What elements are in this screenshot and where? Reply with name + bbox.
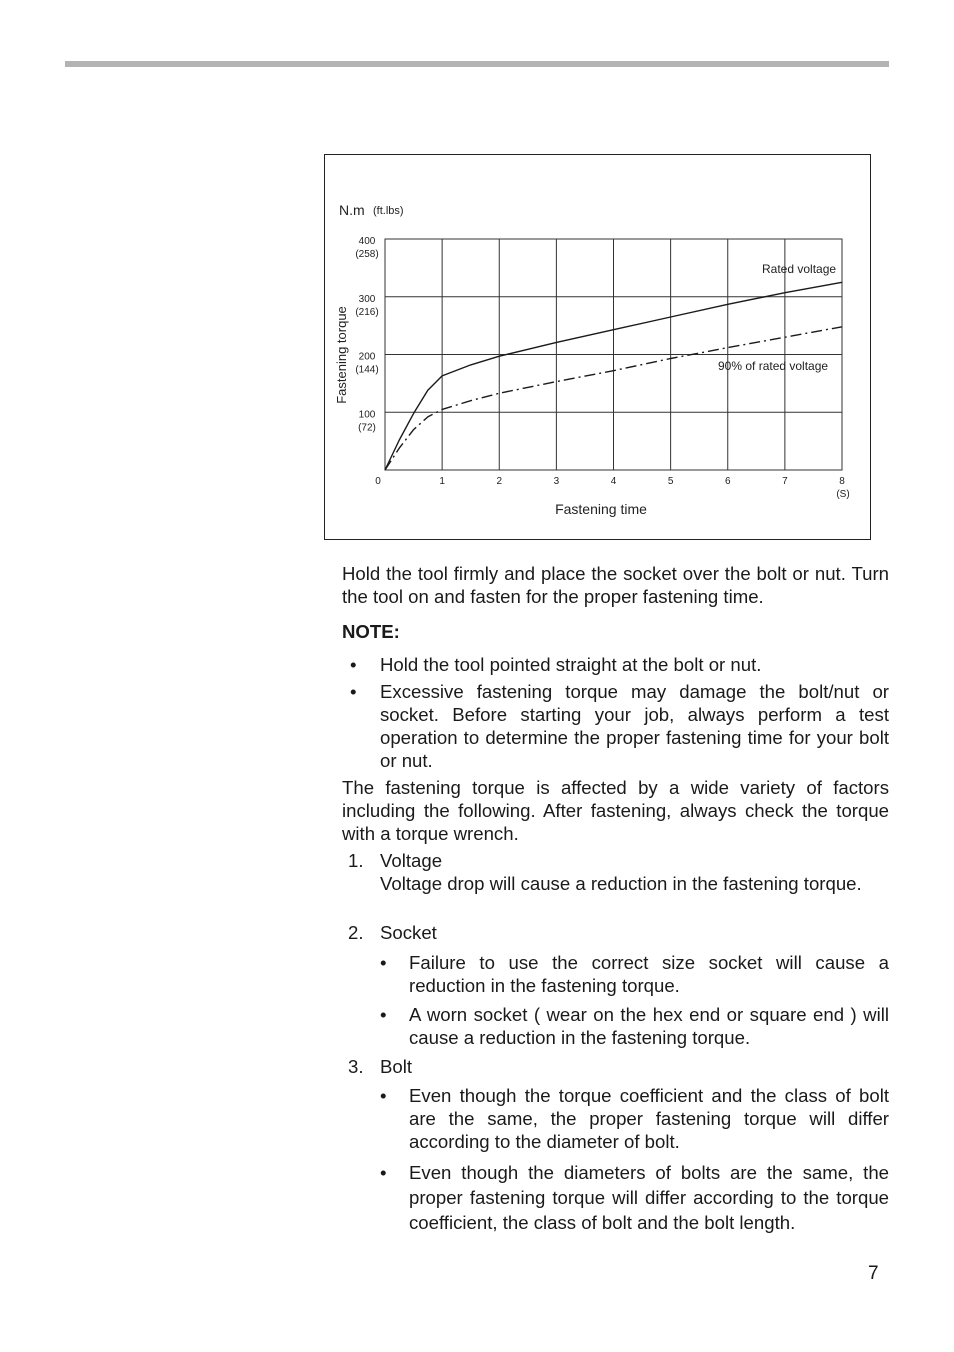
torque-chart-svg (325, 155, 872, 541)
item-number: 1. (348, 850, 364, 871)
y-tick-sublabel: (144) (355, 364, 379, 376)
x-tick-label: 7 (782, 476, 788, 487)
bolt-bullet-text: Even though the torque coefficient and the class of bolt are the same, the proper fastening torque will differ according to the diameter of bolt. (409, 1085, 889, 1152)
bullet-mark: • (380, 1085, 387, 1106)
socket-bullet-text: A worn socket ( wear on the hex end or square end ) will cause a reduction in the fastening torque. (409, 1004, 889, 1048)
legend-rated-voltage: Rated voltage (762, 262, 837, 276)
y-tick-label: 200 (358, 351, 376, 363)
y-tick-label: 400 (358, 236, 376, 247)
x-tick-label: 5 (667, 476, 674, 487)
y-unit-primary: N.m (339, 202, 365, 218)
x-tick-label: 3 (553, 476, 560, 487)
note-bullet-text: Hold the tool pointed straight at the bolt or nut. (380, 654, 762, 675)
x-tick-label: 2 (496, 476, 503, 487)
legend-90-rated-voltage: 90% of rated voltage (718, 359, 829, 373)
bullet-mark: • (350, 654, 357, 675)
header-rule (65, 61, 889, 67)
x-unit-label: (S) (836, 489, 850, 500)
y-tick-sublabel: (72) (358, 422, 376, 434)
factors-paragraph: The fastening torque is affected by a wide variety of factors including the following. After fastening, always check the torque with a torque wrench. (342, 777, 889, 844)
item-title: Bolt (380, 1056, 413, 1077)
item-description: Voltage drop will cause a reduction in the fastening torque. (380, 873, 862, 894)
x-tick-label: 0 (375, 476, 381, 487)
x-tick-label: 1 (439, 476, 445, 487)
x-axis-label: Fastening time (555, 501, 647, 517)
item-title: Socket (380, 922, 437, 943)
note-heading: NOTE: (342, 621, 400, 642)
page-number: 7 (868, 1263, 879, 1284)
bullet-mark: • (380, 1162, 387, 1183)
y-tick-label: 300 (358, 293, 376, 305)
bullet-mark: • (350, 681, 357, 702)
item-number: 2. (348, 922, 364, 943)
y-axis-label: Fastening torque (334, 306, 349, 404)
y-tick-sublabel: (216) (355, 306, 379, 318)
y-unit-secondary: (ft.lbs) (373, 205, 404, 217)
x-tick-label: 8 (839, 476, 845, 487)
y-tick-label: 100 (358, 409, 376, 421)
bullet-mark: • (380, 1004, 387, 1025)
x-tick-label: 4 (610, 476, 617, 487)
item-number: 3. (348, 1056, 364, 1077)
x-tick-label: 6 (724, 476, 731, 487)
y-tick-sublabel: (258) (355, 249, 379, 260)
instruction-paragraph: Hold the tool firmly and place the socket over the bolt or nut. Turn the tool on and fasten for the proper fastening time. (342, 563, 889, 607)
torque-chart (324, 154, 871, 540)
bolt-bullet-text: Even though the diameters of bolts are the same, the proper fastening torque will differ according to the torque coefficient, the class of bolt and the bolt length. (409, 1162, 889, 1233)
bullet-mark: • (380, 952, 387, 973)
note-bullet-text: Excessive fastening torque may damage the bolt/nut or socket. Before starting your job, always perform a test operation to determine the proper fastening time for your bolt or nut. (380, 681, 889, 771)
item-title: Voltage (380, 850, 443, 871)
socket-bullet-text: Failure to use the correct size socket will cause a reduction in the fastening torque. (409, 952, 889, 996)
